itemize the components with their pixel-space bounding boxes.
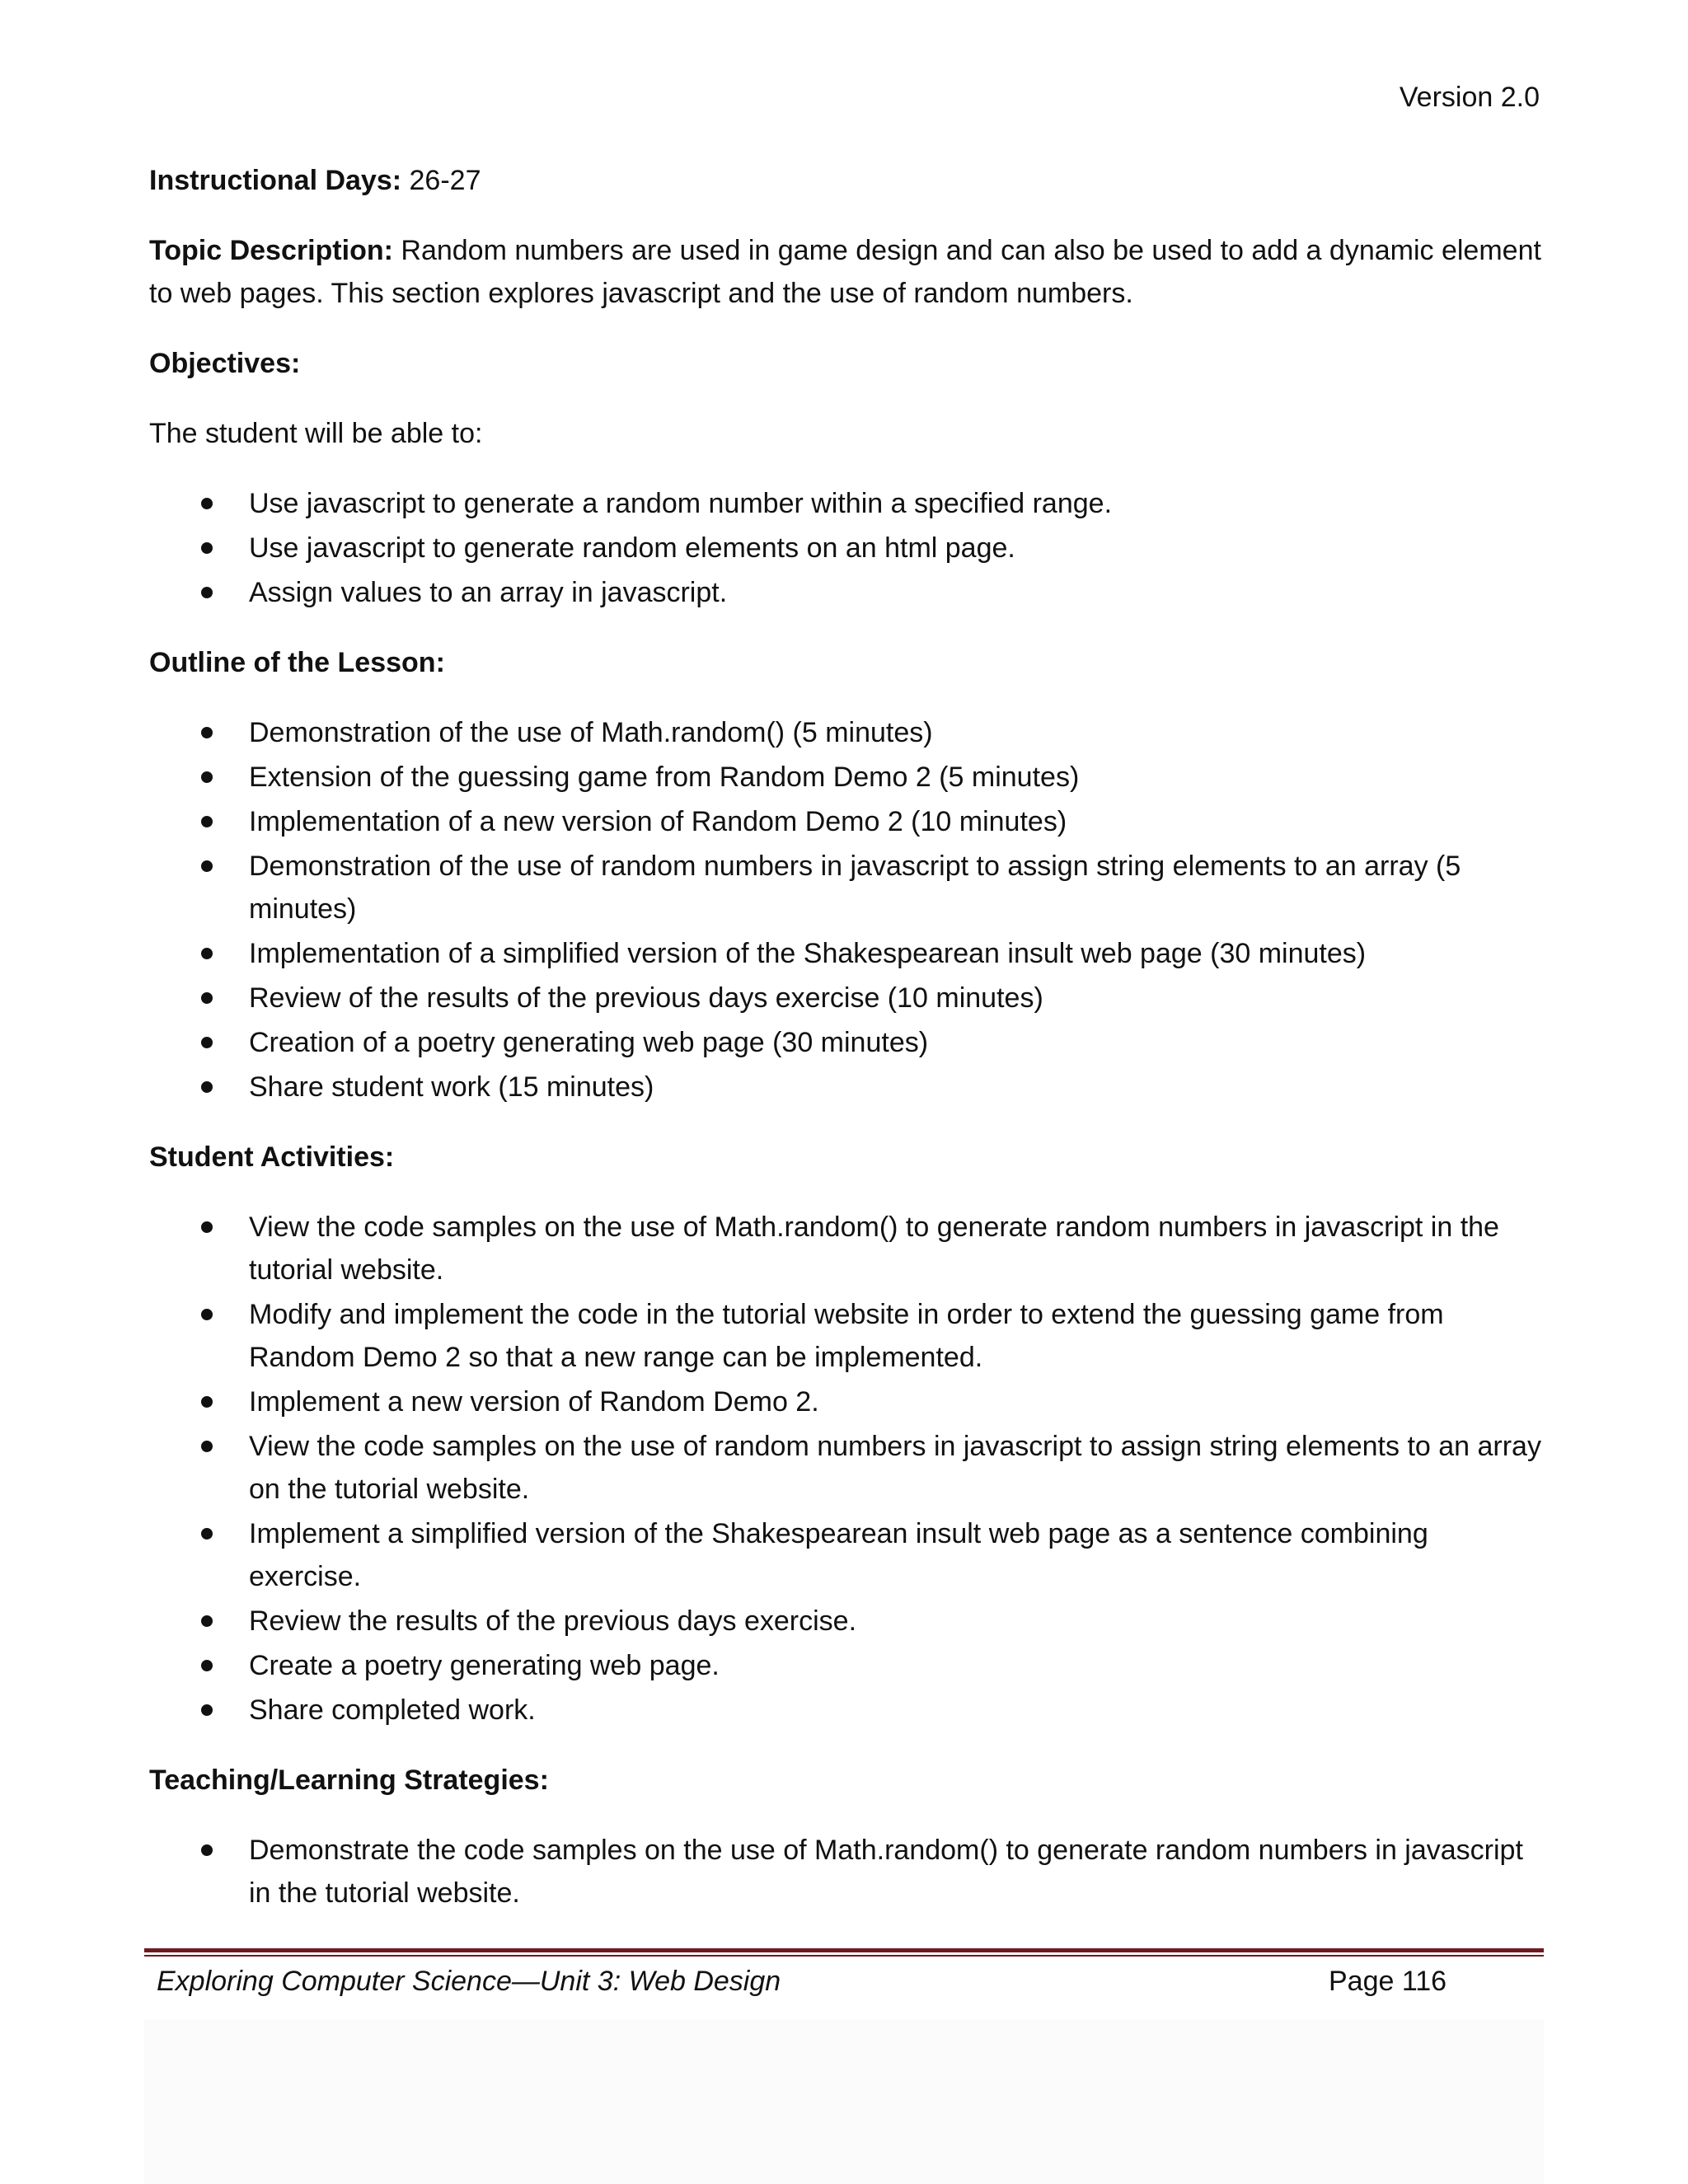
footer-divider (144, 1948, 1544, 1957)
bullet-icon (201, 1528, 213, 1540)
topic-description (149, 229, 1542, 315)
list-item (149, 482, 1542, 525)
list-item (149, 571, 1542, 614)
bullet-icon (201, 1221, 213, 1233)
instructional-days (149, 159, 1542, 202)
list-item (149, 1021, 1542, 1064)
list-item (149, 1600, 1542, 1643)
list-item-text: Implementation of a simplified version of the Shakespearean insult web page (30 minutes) (249, 938, 1367, 969)
list-item (149, 527, 1542, 569)
bullet-icon (201, 587, 213, 598)
list-item (149, 1293, 1542, 1379)
student-activities-heading: Student Activities: (149, 1141, 395, 1173)
list-item-text: Share completed work. (249, 1694, 536, 1726)
instructional-days-label: Instructional Days: (149, 165, 402, 196)
list-item-text: Share student work (15 minutes) (249, 1071, 654, 1103)
bullet-icon (201, 1844, 213, 1856)
page-number: Page 116 (1329, 1966, 1447, 1997)
list-item (149, 1425, 1542, 1511)
bullet-icon (201, 860, 213, 872)
page-content (149, 159, 1542, 1942)
list-item-text: Creation of a poetry generating web page (30 minutes) (249, 1027, 929, 1058)
student-activities-list (149, 1206, 1542, 1732)
bullet-icon (201, 992, 213, 1004)
footer-title: Exploring Computer Science—Unit 3: Web Design (157, 1966, 781, 1997)
list-item (149, 1829, 1542, 1915)
bullet-icon (201, 1037, 213, 1048)
list-item (149, 977, 1542, 1019)
bullet-icon (201, 771, 213, 783)
topic-description-text: Random numbers are used in game design and can also be used to add a dynamic element to web pages. This section explores javascript and the use of random numbers. (149, 235, 1541, 309)
teaching-strategies-heading: Teaching/Learning Strategies: (149, 1765, 549, 1796)
list-item-text: Use javascript to generate a random number within a specified range. (249, 488, 1113, 519)
objectives-list (149, 482, 1542, 614)
list-item-text: Demonstrate the code samples on the use of Math.random() to generate random numbers in javascript in the tutorial website. (249, 1835, 1523, 1909)
bullet-icon (201, 727, 213, 738)
objectives-intro: The student will be able to: (149, 418, 483, 449)
list-item-text: Demonstration of the use of Math.random() (5 minutes) (249, 717, 933, 748)
list-item (149, 1380, 1542, 1423)
list-item (149, 1066, 1542, 1108)
list-item-text: Assign values to an array in javascript. (249, 577, 728, 608)
list-item-text: Review of the results of the previous days exercise (10 minutes) (249, 982, 1043, 1014)
list-item-text: View the code samples on the use of Math.random() to generate random numbers in javascript in the tutorial website. (249, 1212, 1499, 1286)
list-item-text: Implementation of a new version of Random Demo 2 (10 minutes) (249, 806, 1067, 837)
list-item (149, 1689, 1542, 1732)
list-item (149, 756, 1542, 799)
list-item-text: Review the results of the previous days exercise. (249, 1605, 857, 1637)
teaching-strategies-list (149, 1829, 1542, 1915)
outline-heading: Outline of the Lesson: (149, 647, 445, 678)
bullet-icon (201, 542, 213, 554)
bullet-icon (201, 1396, 213, 1408)
list-item-text: Modify and implement the code in the tutorial website in order to extend the guessing game from Random Demo 2 so that a new range can be implemented. (249, 1299, 1444, 1373)
bottom-margin-shade (144, 2019, 1544, 2184)
list-item-text: Implement a simplified version of the Shakespearean insult web page as a sentence combining exercise. (249, 1518, 1428, 1592)
outline-list (149, 711, 1542, 1108)
list-item (149, 1644, 1542, 1687)
list-item (149, 845, 1542, 930)
bullet-icon (201, 1441, 213, 1452)
list-item-text: Implement a new version of Random Demo 2. (249, 1386, 819, 1418)
bullet-icon (201, 1704, 213, 1716)
objectives-heading: Objectives: (149, 348, 301, 379)
version-label: Version 2.0 (1399, 82, 1540, 113)
bullet-icon (201, 816, 213, 827)
list-item (149, 1512, 1542, 1598)
bullet-icon (201, 498, 213, 509)
list-item (149, 932, 1542, 975)
list-item (149, 711, 1542, 754)
list-item-text: Extension of the guessing game from Random Demo 2 (5 minutes) (249, 762, 1080, 793)
list-item-text: View the code samples on the use of random numbers in javascript to assign string elements to an array on the tutorial website. (249, 1431, 1541, 1505)
bullet-icon (201, 948, 213, 959)
list-item (149, 800, 1542, 843)
list-item-text: Use javascript to generate random elements on an html page. (249, 532, 1015, 564)
bullet-icon (201, 1615, 213, 1627)
bullet-icon (201, 1309, 213, 1320)
bullet-icon (201, 1081, 213, 1093)
list-item-text: Demonstration of the use of random numbers in javascript to assign string elements to an array (5 minutes) (249, 851, 1461, 925)
list-item-text: Create a poetry generating web page. (249, 1650, 720, 1681)
instructional-days-value: 26-27 (401, 165, 481, 196)
list-item (149, 1206, 1542, 1291)
bullet-icon (201, 1660, 213, 1671)
topic-description-label: Topic Description: (149, 235, 393, 266)
